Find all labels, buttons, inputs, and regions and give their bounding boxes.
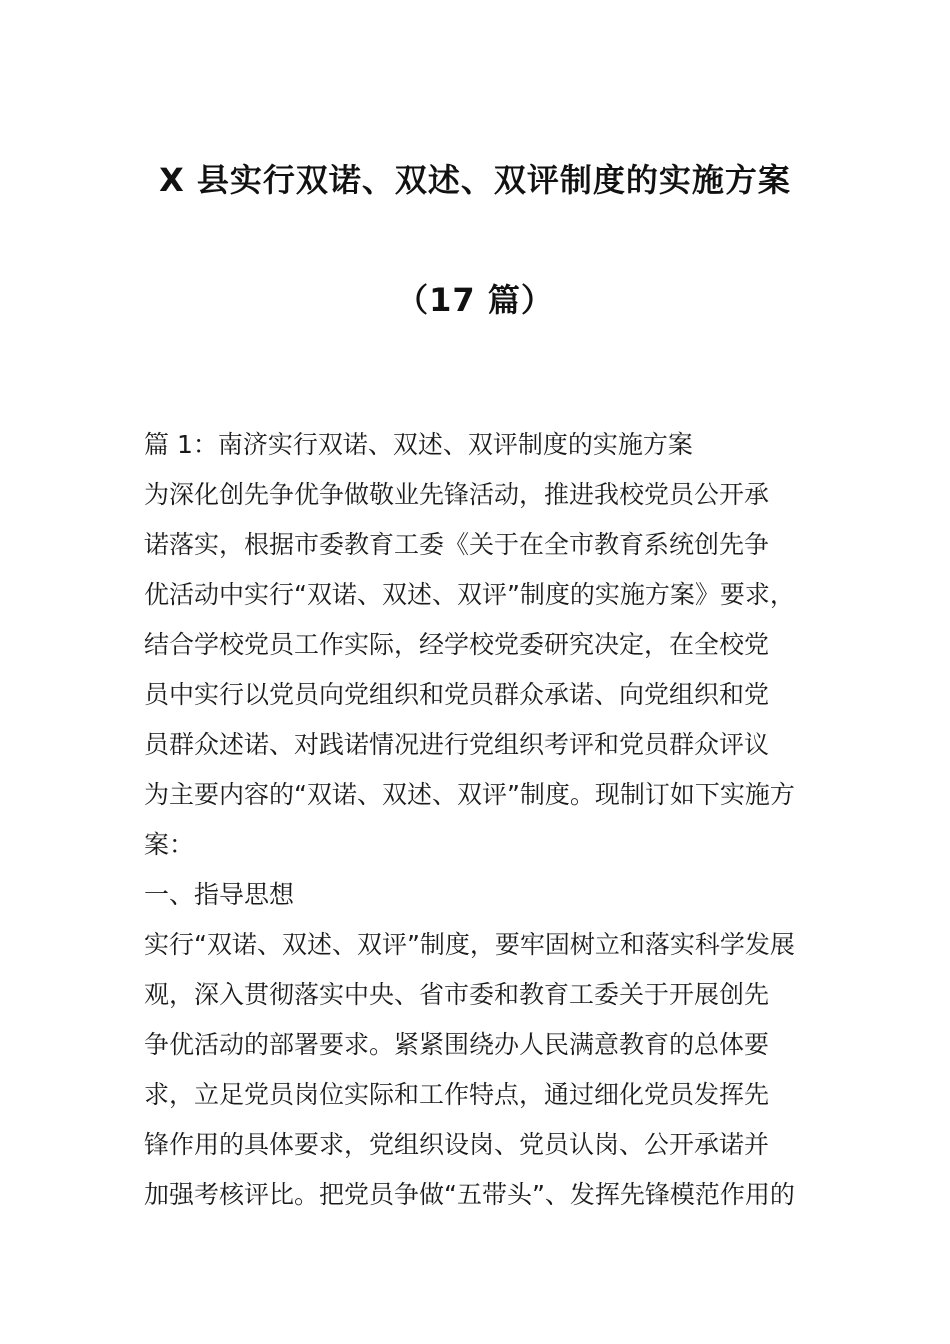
document-body (144, 420, 812, 1220)
body-line: 结合学校党员工作实际，经学校党委研究决定，在全校党 (144, 630, 770, 659)
document-title: X 县实行双诺、双述、双评制度的实施方案 (159, 161, 791, 199)
body-line: 为主要内容的“双诺、双述、双评”制度。现制订如下实施方 (144, 780, 795, 809)
section-heading: 一、指导思想 (144, 880, 295, 909)
body-line: 观，深入贯彻落实中央、省市委和教育工委关于开展创先 (144, 980, 770, 1009)
body-line: 加强考核评比。把党员争做“五带头”、发挥先锋模范作用的 (144, 1180, 795, 1209)
document-subtitle: （17 篇） (396, 281, 554, 319)
body-line: 争优活动的部署要求。紧紧围绕办人民满意教育的总体要 (144, 1030, 770, 1059)
body-line: 员群众述诺、对践诺情况进行党组织考评和党员群众评议 (144, 730, 770, 759)
section-heading: 篇 1：南济实行双诺、双述、双评制度的实施方案 (144, 430, 693, 459)
body-line: 为深化创先争优争做敬业先锋活动，推进我校党员公开承 (144, 480, 770, 509)
body-line: 员中实行以党员向党组织和党员群众承诺、向党组织和党 (144, 680, 770, 709)
body-line: 优活动中实行“双诺、双述、双评”制度的实施方案》要求， (144, 580, 795, 609)
body-line: 实行“双诺、双述、双评”制度，要牢固树立和落实科学发展 (144, 930, 795, 959)
body-line: 锋作用的具体要求，党组织设岗、党员认岗、公开承诺并 (144, 1130, 770, 1159)
body-line: 诺落实，根据市委教育工委《关于在全市教育系统创先争 (144, 530, 770, 559)
body-line: 案： (144, 830, 195, 859)
body-line: 求，立足党员岗位实际和工作特点，通过细化党员发挥先 (144, 1080, 770, 1109)
